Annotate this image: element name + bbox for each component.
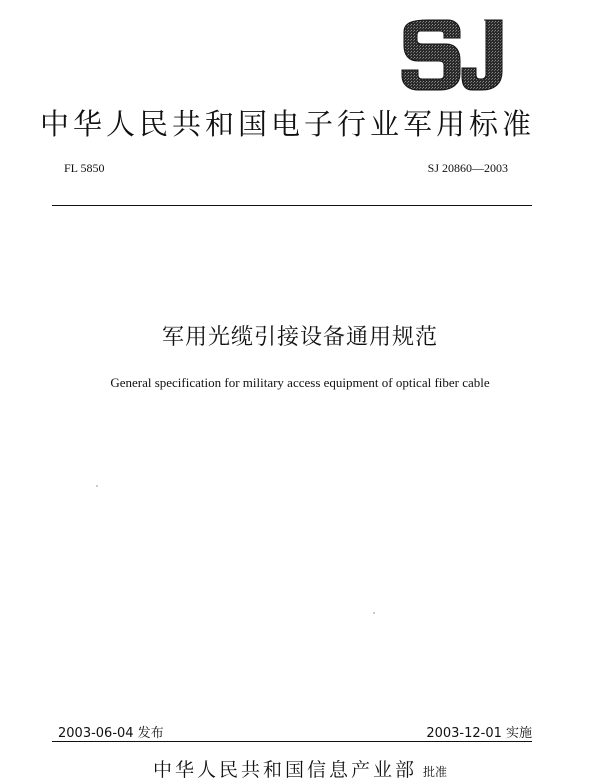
implementation-date: 2003-12-01 实施	[426, 726, 532, 741]
issuer-name: 中华人民共和国信息产业部	[152, 759, 417, 781]
paper-speck	[96, 485, 98, 487]
classification-code: FL 5850	[64, 161, 105, 175]
standard-number: SJ 20860—2003	[427, 161, 508, 175]
approval-label: 批准	[423, 765, 448, 779]
sj-logo	[396, 18, 510, 92]
issue-date: 2003-06-04 发布	[58, 726, 164, 741]
document-title-zh: 军用光缆引接设备通用规范	[161, 325, 438, 350]
paper-speck	[373, 612, 375, 614]
bottom-divider	[52, 741, 532, 742]
issuer-block	[0, 755, 600, 782]
header-title: 中华人民共和国电子行业军用标准	[40, 107, 536, 141]
sj-logo-graphic	[396, 18, 510, 92]
document-title-en: General specification for military access equipment of optical fiber cable	[110, 375, 490, 390]
top-divider	[52, 205, 532, 206]
